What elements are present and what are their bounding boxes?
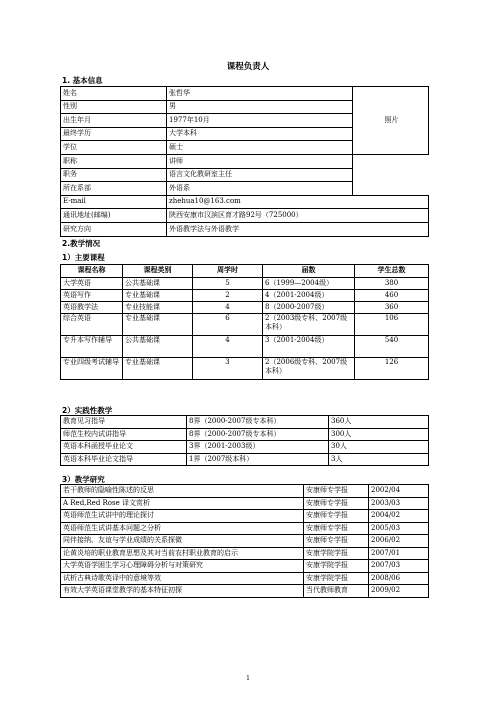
info-value: 讲师 <box>167 154 353 168</box>
practice-cell: 英语本科函授毕业论文 <box>61 441 187 454</box>
research-cell: 安康师专学报 <box>304 535 369 548</box>
course-cell: 2（2006级专科、2007级本科） <box>263 358 355 380</box>
info-value: 陕西安康市汉滨区育才路92号（725000） <box>167 209 429 223</box>
research-cell: 当代教师教育 <box>304 585 369 598</box>
photo-placeholder: 照片 <box>353 87 429 155</box>
course-cell: 综合英语 <box>61 314 123 336</box>
research-cell: A Red,Red Rose 译文赏析 <box>61 497 304 510</box>
info-label: 所在系部 <box>61 182 167 196</box>
info-label: 学位 <box>61 141 167 155</box>
course-cell: 6 <box>193 314 263 336</box>
main-courses-heading: 1）主要课程 <box>62 253 105 262</box>
course-cell: 专业基础课 <box>123 290 193 302</box>
course-row <box>61 290 429 302</box>
course-cell: 4（2001-2004级） <box>263 290 355 302</box>
practice-cell: 8界（2000-2007级专本科） <box>187 416 329 429</box>
research-cell: 大学英语学困生学习心理障碍分析与对策研究 <box>61 560 304 573</box>
info-row <box>61 154 429 168</box>
research-table <box>60 484 429 598</box>
practice-cell: 师范生校内试讲指导 <box>61 428 187 441</box>
info-value: 大学本科 <box>167 127 353 141</box>
research-cell: 有效大学英语课堂教学的基本特征初探 <box>61 585 304 598</box>
course-row <box>61 302 429 314</box>
research-cell: 2006/02 <box>369 535 429 548</box>
practice-cell: 3人 <box>329 453 429 466</box>
basic-info-table <box>60 86 429 237</box>
info-label: 职务 <box>61 168 167 182</box>
research-row <box>61 497 429 510</box>
info-row <box>61 209 429 223</box>
research-cell: 2002/04 <box>369 485 429 498</box>
info-row <box>61 168 429 182</box>
practice-heading: 2）实践性教学 <box>62 406 113 415</box>
course-row <box>61 336 429 358</box>
course-row <box>61 358 429 380</box>
research-row <box>61 485 429 498</box>
course-cell: 5 <box>193 278 263 290</box>
research-cell: 试析古典诗歌英译中的意境等效 <box>61 572 304 585</box>
info-label: E-mail <box>61 195 167 209</box>
column-header: 学生总数 <box>355 265 429 278</box>
research-cell: 英语师范生试讲基本问题之分析 <box>61 522 304 535</box>
course-cell: 专升本写作辅导 <box>61 336 123 358</box>
research-row <box>61 547 429 560</box>
course-row <box>61 314 429 336</box>
course-cell: 106 <box>355 314 429 336</box>
research-cell: 2005/03 <box>369 522 429 535</box>
practice-cell: 8界（2000-2007级专本科） <box>187 428 329 441</box>
research-cell: 英语师范生试讲中的理论探讨 <box>61 510 304 523</box>
research-cell: 2009/02 <box>369 585 429 598</box>
practice-cell: 360人 <box>329 416 429 429</box>
research-cell: 2007/03 <box>369 560 429 573</box>
info-label: 性别 <box>61 100 167 114</box>
section-basic-info-heading: 1. 基本信息 <box>62 76 103 85</box>
research-cell: 安康学院学报 <box>304 547 369 560</box>
info-row <box>61 195 429 209</box>
research-cell: 论黄炎培的职业教育思想及其对当前农村职业教育的启示 <box>61 547 304 560</box>
info-value: 硕士 <box>167 141 353 155</box>
courses-table <box>60 264 429 380</box>
course-cell: 2 <box>193 290 263 302</box>
column-header: 届数 <box>263 265 355 278</box>
course-cell: 380 <box>355 278 429 290</box>
course-cell: 英语教学法 <box>61 302 123 314</box>
practice-cell: 教育见习指导 <box>61 416 187 429</box>
research-cell: 安康师专学报 <box>304 497 369 510</box>
info-label: 职称 <box>61 154 167 168</box>
column-header: 课程类别 <box>123 265 193 278</box>
research-cell: 2007/01 <box>369 547 429 560</box>
info-value: 1977年10月 <box>167 114 353 128</box>
info-row <box>61 222 429 236</box>
research-cell: 2004/02 <box>369 510 429 523</box>
research-row <box>61 560 429 573</box>
info-label: 出生年月 <box>61 114 167 128</box>
research-cell: 安康师专学报 <box>304 485 369 498</box>
info-value: 语言文化教研室主任 <box>167 168 353 182</box>
section-teaching-heading: 2.教学情况 <box>62 239 101 248</box>
course-cell: 大学英语 <box>61 278 123 290</box>
page-title: 课程负责人 <box>226 62 270 72</box>
research-cell: 若干教师的隐喻性陈述的反思 <box>61 485 304 498</box>
course-cell: 专业基础课 <box>123 314 193 336</box>
info-row <box>61 87 429 101</box>
course-cell: 6（1999—2004级） <box>263 278 355 290</box>
practice-cell: 3界（2001-2003级） <box>187 441 329 454</box>
research-cell: 2008/06 <box>369 572 429 585</box>
practice-cell: 30人 <box>329 441 429 454</box>
course-cell: 4 <box>193 302 263 314</box>
info-row <box>61 182 429 196</box>
research-cell: 安康师专学报 <box>304 510 369 523</box>
practice-row <box>61 441 429 454</box>
research-heading: 3）教学研究 <box>62 475 105 484</box>
research-cell: 同伴接纳、友谊与学业成绩的关系探微 <box>61 535 304 548</box>
course-cell: 4 <box>193 336 263 358</box>
research-row <box>61 535 429 548</box>
info-label: 姓名 <box>61 87 167 101</box>
course-cell: 公共基础课 <box>123 278 193 290</box>
research-row <box>61 585 429 598</box>
column-header: 课程名称 <box>61 265 123 278</box>
info-value: 外语系 <box>167 182 353 196</box>
course-cell: 英语写作 <box>61 290 123 302</box>
practice-row <box>61 428 429 441</box>
course-cell: 3（2001-2004级） <box>263 336 355 358</box>
info-value: 张哲华 <box>167 87 353 101</box>
course-cell: 460 <box>355 290 429 302</box>
info-value: 男 <box>167 100 353 114</box>
course-cell: 2（2003级专科、2007级本科） <box>263 314 355 336</box>
column-header: 周学时 <box>193 265 263 278</box>
course-cell: 360 <box>355 302 429 314</box>
practice-cell: 300人 <box>329 428 429 441</box>
course-cell: 540 <box>355 336 429 358</box>
info-value: 外语教学法与外语教学 <box>167 222 429 236</box>
info-label: 最终学历 <box>61 127 167 141</box>
practice-table <box>60 415 429 466</box>
info-label: 通讯地址(邮编) <box>61 209 167 223</box>
info-value: zhehua10@163.com <box>167 195 429 209</box>
course-cell: 专业四级考试辅导 <box>61 358 123 380</box>
course-cell: 3 <box>193 358 263 380</box>
research-cell: 安康学院学报 <box>304 572 369 585</box>
course-cell: 公共基础课 <box>123 336 193 358</box>
research-cell: 2003/03 <box>369 497 429 510</box>
research-row <box>61 522 429 535</box>
practice-cell: 1界（2007级本科） <box>187 453 329 466</box>
course-cell: 126 <box>355 358 429 380</box>
course-row <box>61 278 429 290</box>
research-cell: 安康学院学报 <box>304 560 369 573</box>
research-cell: 安康师专学报 <box>304 522 369 535</box>
page-number: 1 <box>246 675 250 682</box>
info-label: 研究方向 <box>61 222 167 236</box>
course-cell: 专业基础课 <box>123 358 193 380</box>
practice-cell: 英语本科毕业论文指导 <box>61 453 187 466</box>
practice-row <box>61 416 429 429</box>
research-row <box>61 510 429 523</box>
course-cell: 专业技能课 <box>123 302 193 314</box>
course-cell: 8（2000-2007级） <box>263 302 355 314</box>
research-row <box>61 572 429 585</box>
practice-row <box>61 453 429 466</box>
